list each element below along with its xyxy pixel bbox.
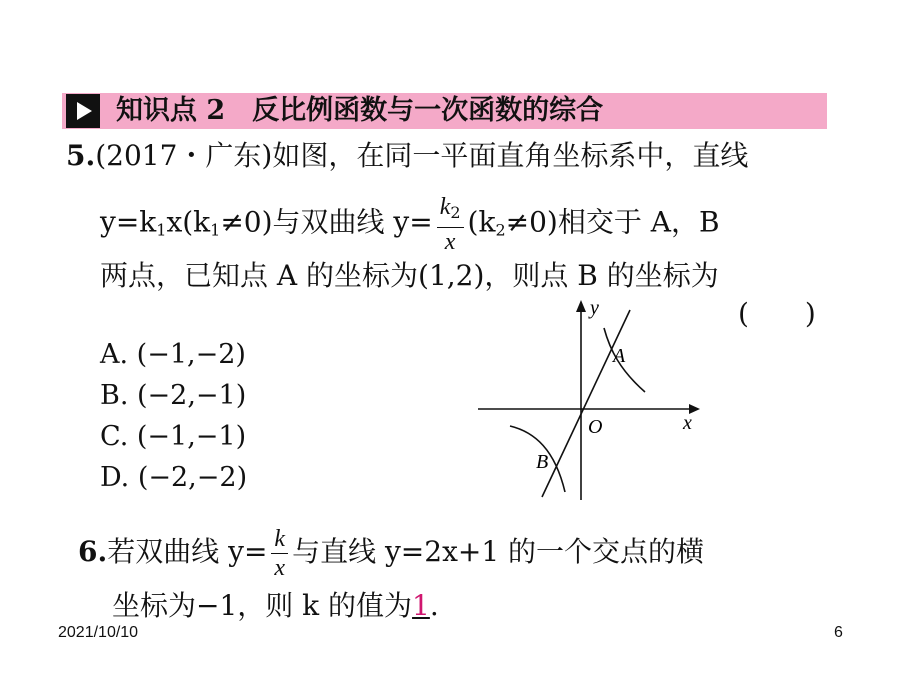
page-number: 6 xyxy=(834,624,843,641)
q5-option-c: C. (−1,−1) xyxy=(100,421,247,452)
line-y-k1x xyxy=(542,310,630,497)
q5-option-a: A. (−1,−2) xyxy=(100,339,246,370)
q5-fraction: $\frac{k_2}{x}$ xyxy=(437,192,464,256)
y-axis-label: y xyxy=(590,297,599,319)
q5-line-3: 两点，已知点 A 的坐标为(1,2)，则点 B 的坐标为 xyxy=(100,259,719,292)
q5-option-b: B. (−2,−1) xyxy=(100,380,247,411)
x-axis-label: x xyxy=(683,412,692,434)
q5-line-2: $y=k_1x(k_1\ne 0)$与双曲线 y= $\frac{k_2}{x}$ $(k_2\ne 0)$相交于 A，B xyxy=(100,194,720,255)
q6-line-1: 6.若双曲线 y= $\frac{k}{x}$ 与直线 y=2x+1 的一个交点的横 xyxy=(78,526,705,581)
q6-answer: 1 xyxy=(412,589,430,622)
q5-line-1: 5.(2017・广东)如图，在同一平面直角坐标系中，直线 xyxy=(66,139,749,172)
q6-line-2: 坐标为−1，则 k 的值为1. xyxy=(112,589,439,622)
q5-number: 5. xyxy=(66,139,96,172)
point-b-label: B xyxy=(536,451,549,473)
q5-answer-parentheses: ( ) xyxy=(738,297,816,330)
point-a-label: A xyxy=(613,345,626,367)
q5-coordinate-graph xyxy=(470,292,710,502)
origin-label: O xyxy=(588,416,603,438)
section-title: 知识点 2 反比例函数与一次函数的综合 xyxy=(116,95,604,126)
play-triangle-icon xyxy=(66,94,100,128)
footer-date: 2021/10/10 xyxy=(58,624,139,641)
q6-number: 6. xyxy=(78,535,108,568)
q6-fraction: $\frac{k}{x}$ xyxy=(271,525,288,582)
q5-option-d: D. (−2,−2) xyxy=(100,462,248,493)
y-axis-arrow-icon xyxy=(576,300,586,312)
